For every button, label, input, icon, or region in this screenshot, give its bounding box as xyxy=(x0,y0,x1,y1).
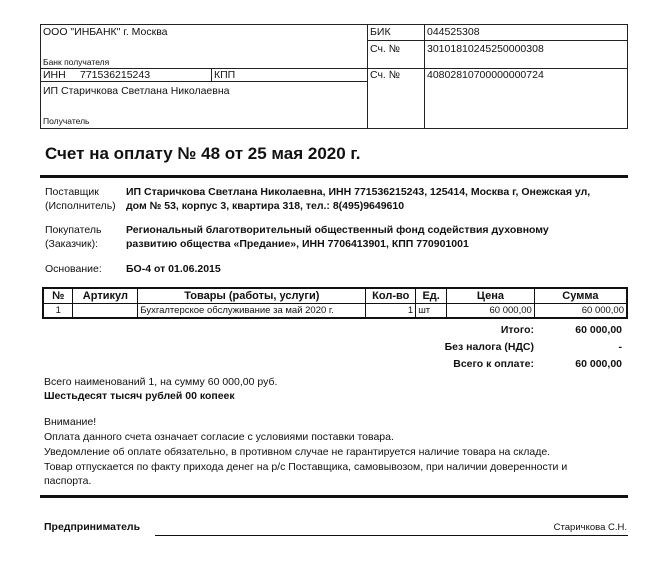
total-label: Итого: xyxy=(500,324,534,336)
notice-divider xyxy=(40,495,628,498)
vat-value: - xyxy=(618,341,622,353)
col-number: № xyxy=(43,288,73,304)
recipient-label: Получатель xyxy=(43,116,90,126)
account-value: 40802810700000000724 xyxy=(427,69,544,81)
items-table xyxy=(42,287,628,319)
col-goods: Товары (работы, услуги) xyxy=(138,288,366,304)
basis-label: Основание: xyxy=(45,263,102,275)
total-value: 60 000,00 xyxy=(575,324,622,336)
amount-in-words: Шестьдесят тысяч рублей 00 копеек xyxy=(44,390,235,402)
supplier-line-1: ИП Старичкова Светлана Николаевна, ИНН 771536215243, 125414, Москва г, Онежская ул, xyxy=(126,186,591,198)
kpp-label: КПП xyxy=(214,69,236,81)
col-article: Артикул xyxy=(73,288,138,304)
supplier-label-sub: (Исполнитель) xyxy=(45,200,116,212)
vat-label: Без налога (НДС) xyxy=(444,341,534,353)
buyer-line-2: развитию общества «Предание», ИНН 7706413901, КПП 770901001 xyxy=(126,238,469,250)
account-label: Сч. № xyxy=(370,69,401,81)
row-unit: шт xyxy=(416,304,447,319)
row-goods: Бухгалтерское обслуживание за май 2020 г. xyxy=(138,304,366,319)
bik-value: 044525308 xyxy=(427,26,480,38)
supplier-line-2: дом № 53, корпус 3, квартира 318, тел.: 8(495)9649610 xyxy=(126,200,405,212)
inn-label: ИНН xyxy=(43,69,66,81)
notice-line-2: Уведомление об оплате обязательно, в противном случае не гарантируется наличие товара на складе. xyxy=(44,446,551,458)
due-label: Всего к оплате: xyxy=(453,358,534,370)
bank-name: ООО "ИНБАНК" г. Москва xyxy=(43,26,168,38)
inn-value: 771536215243 xyxy=(80,69,151,81)
row-number: 1 xyxy=(43,304,73,319)
items-header-row xyxy=(43,288,627,304)
basis-value: БО-4 от 01.06.2015 xyxy=(126,263,221,275)
due-value: 60 000,00 xyxy=(575,358,622,370)
table-row xyxy=(43,304,627,319)
title-divider xyxy=(40,175,628,178)
buyer-label-sub: (Заказчик): xyxy=(45,238,99,250)
col-price: Цена xyxy=(447,288,535,304)
notice-line-3: Товар отпускается по факту прихода денег на р/с Поставщика, самовывозом, при наличии доверенности и xyxy=(44,461,568,473)
notice-heading: Внимание! xyxy=(44,416,97,428)
row-article xyxy=(73,304,138,319)
invoice-title: Счет на оплату № 48 от 25 мая 2020 г. xyxy=(45,144,361,163)
bank-label: Банк получателя xyxy=(43,57,110,67)
col-qty: Кол-во xyxy=(366,288,416,304)
corr-value: 30101810245250000308 xyxy=(427,43,544,55)
signature-role: Предприниматель xyxy=(44,521,141,533)
bik-label: БИК xyxy=(370,26,391,38)
row-price: 60 000,00 xyxy=(447,304,535,319)
recipient-name: ИП Старичкова Светлана Николаевна xyxy=(43,85,230,97)
notice-line-1: Оплата данного счета означает согласие с условиями поставки товара. xyxy=(44,431,394,443)
col-unit: Ед. xyxy=(416,288,447,304)
signature-line xyxy=(155,535,628,536)
corr-label: Сч. № xyxy=(370,43,401,55)
notice-line-4: паспорта. xyxy=(44,475,92,487)
row-qty: 1 xyxy=(366,304,416,319)
col-sum: Сумма xyxy=(534,288,627,304)
buyer-line-1: Региональный благотворительный общественный фонд содействия духовному xyxy=(126,224,549,236)
signature-name: Старичкова С.Н. xyxy=(553,522,627,533)
supplier-label: Поставщик xyxy=(45,186,99,198)
row-sum: 60 000,00 xyxy=(534,304,627,319)
buyer-label: Покупатель xyxy=(45,224,102,236)
items-count-line: Всего наименований 1, на сумму 60 000,00 руб. xyxy=(44,376,278,388)
